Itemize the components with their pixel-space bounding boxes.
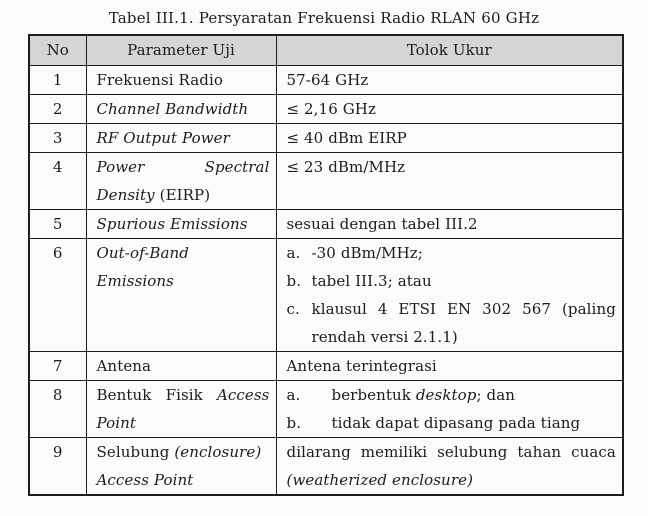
row-number: 4 xyxy=(29,153,86,210)
row-number: 8 xyxy=(29,381,86,438)
header-cell-no: No xyxy=(29,35,86,66)
parameter-cell: Frekuensi Radio xyxy=(86,66,276,95)
table-header-row xyxy=(29,35,623,66)
row-number: 2 xyxy=(29,95,86,124)
list-item-text-part: desktop xyxy=(415,386,477,404)
parameter-text: Density xyxy=(96,186,155,204)
parameter-cell: Channel Bandwidth xyxy=(86,95,276,124)
header-cell-tolok-ukur: Tolok Ukur xyxy=(276,35,623,66)
parameter-cell: Spurious Emissions xyxy=(86,210,276,239)
table-row-7 xyxy=(29,352,623,381)
value-text-line: (weatherized enclosure) xyxy=(286,471,474,489)
row-number: 3 xyxy=(29,124,86,153)
requirements-table xyxy=(28,34,624,496)
parameter-text: Out-of-Band xyxy=(96,244,189,262)
list-item-label: c. xyxy=(286,300,300,318)
value-cell: ≤ 40 dBm EIRP xyxy=(276,124,623,153)
value-cell: ≤ 23 dBm/MHz xyxy=(276,153,623,210)
parameter-text: Fisik xyxy=(165,386,203,404)
list-item-label: b. xyxy=(286,414,302,432)
parameter-cell xyxy=(86,438,276,496)
table-row-9 xyxy=(29,438,623,496)
table-row-3 xyxy=(29,124,623,153)
table-row-8 xyxy=(29,381,623,438)
value-cell xyxy=(276,239,623,352)
table-row-1 xyxy=(29,66,623,95)
list-item-label: b. xyxy=(286,272,302,290)
table-row-4 xyxy=(29,153,623,210)
table-row-6 xyxy=(29,239,623,352)
parameter-cell xyxy=(86,381,276,438)
row-number: 1 xyxy=(29,66,86,95)
value-cell: Antena terintegrasi xyxy=(276,352,623,381)
header-cell-parameter-uji: Parameter Uji xyxy=(86,35,276,66)
document-page xyxy=(0,9,648,516)
value-cell: ≤ 2,16 GHz xyxy=(276,95,623,124)
value-cell xyxy=(276,438,623,496)
list-item-text-part: ; dan xyxy=(476,386,516,404)
value-cell: sesuai dengan tabel III.2 xyxy=(276,210,623,239)
value-cell xyxy=(276,381,623,438)
list-item xyxy=(287,409,617,437)
list-item-text xyxy=(312,295,617,351)
value-text-line: dilarang memiliki selubung tahan cuaca xyxy=(286,443,616,461)
list-item-text: tabel III.3; atau xyxy=(311,272,432,290)
list-item-text-part: berbentuk xyxy=(331,386,411,404)
parameter-text: Point xyxy=(96,414,137,432)
row-number: 6 xyxy=(29,239,86,352)
parameter-cell xyxy=(86,153,276,210)
list-item xyxy=(287,239,617,267)
row-number: 7 xyxy=(29,352,86,381)
parameter-text: Access xyxy=(216,386,270,404)
parameter-text: Access Point xyxy=(96,471,194,489)
parameter-text: Selubung xyxy=(96,443,170,461)
parameter-cell xyxy=(86,239,276,352)
list-item-text xyxy=(332,381,617,409)
parameter-text: Power xyxy=(96,158,145,176)
parameter-text: (enclosure) xyxy=(174,443,262,461)
row-number: 5 xyxy=(29,210,86,239)
table-row-5 xyxy=(29,210,623,239)
list-item xyxy=(287,295,617,351)
parameter-cell: RF Output Power xyxy=(86,124,276,153)
value-cell: 57-64 GHz xyxy=(276,66,623,95)
list-item-text: tidak dapat dipasang pada tiang xyxy=(331,414,581,432)
list-item-text-line: rendah versi 2.1.1) xyxy=(311,328,458,346)
table-caption: Tabel III.1. Persyaratan Frekuensi Radio RLAN 60 GHz xyxy=(108,9,540,27)
row-number: 9 xyxy=(29,438,86,496)
list-item xyxy=(287,267,617,295)
list-item xyxy=(287,381,617,409)
list-item-label: a. xyxy=(286,386,301,404)
parameter-text: Bentuk xyxy=(96,386,152,404)
list-item-text: -30 dBm/MHz; xyxy=(311,244,423,262)
parameter-text: (EIRP) xyxy=(159,186,211,204)
parameter-text: Spectral xyxy=(204,158,270,176)
list-item-text-line: klausul 4 ETSI EN 302 567 (paling xyxy=(311,300,616,318)
parameter-cell: Antena xyxy=(86,352,276,381)
parameter-text: Emissions xyxy=(96,272,174,290)
table-row-2 xyxy=(29,95,623,124)
list-item-label: a. xyxy=(286,244,301,262)
